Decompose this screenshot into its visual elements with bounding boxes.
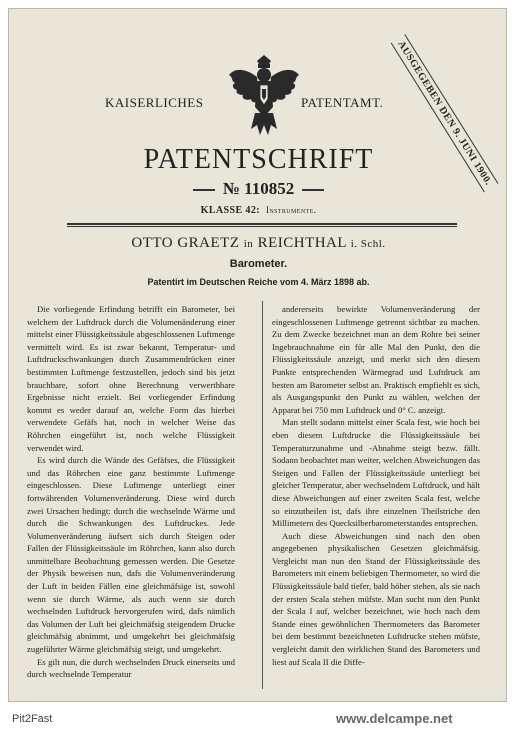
paragraph: Die vorliegende Erfindung betrifft ein Barometer, bei welchem der Luftdruck durch die Volumenänderung einer mittelst einer Flüssigkeitssäule abgeschlossenen Luftmenge vermittelt wird. Es ist zwar bekannt, Temperatur- und Luftdruckschwankungen durch Zusammendrücken einer bestimmten Luftmenge festzustellen, jedoch sind bis jetzt brauchbare, sofort ohne Berechnung verwerthbare Ergebnisse nicht erzielt. Bei vorliegender Erfindung kommt es weder darauf an, welche Form das hierbei verwendete Gefäfs hat, noch in welcher Weise das Röhrchen eingeführt ist, noch welche Flüssigkeit verwendet wird.: [27, 304, 235, 453]
watermark-right: www.delcampe.net: [336, 711, 453, 726]
inventor-region: i. Schl.: [350, 238, 386, 250]
patent-number-line: [9, 179, 508, 199]
header-rule-top: [67, 223, 457, 225]
class-label: KLASSE 42:: [200, 205, 260, 216]
text-column-right: [272, 303, 480, 668]
text-column-left: [27, 303, 235, 681]
imperial-eagle-icon: [227, 55, 301, 139]
header-left-text: KAISERLICHES: [105, 95, 204, 110]
inventor-preposition: in: [243, 238, 254, 250]
paragraph: Auch diese Abweichungen sind nach den oben angegebenen physikalischen Gesetzen gleichmäfsig. Vergleicht man nun den Stand der Flüssigkeitssäule des Barometers mit einem beliebigen Thermometer, so wird die Flüssigkeitssäule bald tiefer, bald höher stehen, als sie nach der ersten Scala stehen müfste. Man sucht nun den Punkt der Scala I auf, welcher bezeichnet, wie hoch nach dem Stande eines gewöhnlichen Thermometers das Barometer bei dem bestimmt bezeichneten Luftdrucke stehen müfste, vergleicht damit den wirklichen Stand des Barometers und liest auf Scala II die Diffe-: [272, 530, 480, 667]
right-dash: [302, 189, 324, 191]
paragraph: Man stellt sodann mittelst einer Scala fest, wie hoch bei eben diesem Luftdrucke die Flüssigkeitssäule bei Temperaturzunahme und -Abnahme steigt bezw. fällt. Sodann beobachtet man weiter, welchen Abweichungen das Steigen und Fallen der Flüssigkeitssäule unterliegt bei gleicher Temperatur, aber wechselndem Luftdruck, und hält diese Abweichungen auf einer zweiten Scala fest, welche so einzutheilen ist, dafs ihre einzelnen Theilstriche den Millimetern des Quecksilberbarometerstandes entsprechen.: [272, 417, 480, 529]
patent-document: [8, 8, 507, 702]
header-rule-bottom: [67, 226, 457, 227]
class-line: [9, 205, 508, 216]
inventor-name: OTTO GRAETZ: [131, 235, 240, 251]
issue-date-stamp-text: AUSGEGEBEN DEN 9. JUNI 1900.: [391, 34, 499, 192]
paragraph: andererseits bewirkte Volumenveränderung der eingeschlossenen Luftmenge getrennt sichtbar zu machen. Zu dem Zwecke bezeichnet man an dem Rohre bei seiner Ingebrauchnahme ein für alle Mal den Punkt, den die Flüssigkeitssäule anzeigt, und merkt sich den diesem Punkte entsprechenden Wärmegrad und Luftdruck am besten am Barometer selbst an. Praktisch empfiehlt es sich, als Ausgangspunkt den Punkt zu wählen, welchen der Apparat bei 750 mm Luftdruck und 0° C. anzeigt.: [272, 304, 480, 415]
inventor-line: [9, 235, 508, 252]
column-divider: [262, 301, 263, 689]
paragraph: Es wird durch die Wände des Gefäfses, die Flüssigkeit und das Röhrchen eine ganz bestimmte Luftmenge eingeschlossen. Diese Luftmenge unterliegt einer fortwährenden Volumenveränderung. Diese wird durch zwei Ursachen bedingt: durch die wechselnde Wärme und durch die Schwankungen des Luftdruckes. Jede Volumenveränderung äufsert sich durch Steigen oder Fallen der Flüssigkeitssäule im Röhrchen, kann also durch unmittelbare Beobachtung gemessen werden. Die Gesetze der Physik beweisen nun, dafs die Volumenveränderung der Luft in beiden Fällen eine gleichmäfsige ist, sowohl wenn sie durch Wärme, als auch wenn sie durch wechselnden Luftdruck hervorgerufen wird, dafs nämlich das Volumen der Luft bei gleichmäfsig steigendem Drucke gleichmäfsig abnimmt, und umgekehrt bei gleichmäfsig zugeführter Wärme gleichmäfsig steigt, und umgekehrt.: [27, 455, 235, 655]
paragraph: Es gilt nun, die durch wechselnden Druck einerseits und durch wechselnde Temperatur: [27, 656, 235, 680]
patent-number: № 110852: [222, 179, 295, 198]
class-subject: Instrumente.: [265, 205, 317, 215]
left-dash: [193, 189, 215, 191]
watermark-left: Pit2Fast: [12, 713, 53, 725]
header-right-text: PATENTAMT.: [301, 95, 384, 110]
patent-subject: Barometer.: [229, 258, 288, 270]
patented-since-line: Patentirt im Deutschen Reiche vom 4. März 1898 ab.: [147, 277, 370, 287]
document-title: PATENTSCHRIFT: [143, 144, 374, 175]
inventor-place: REICHTHAL: [257, 235, 347, 251]
